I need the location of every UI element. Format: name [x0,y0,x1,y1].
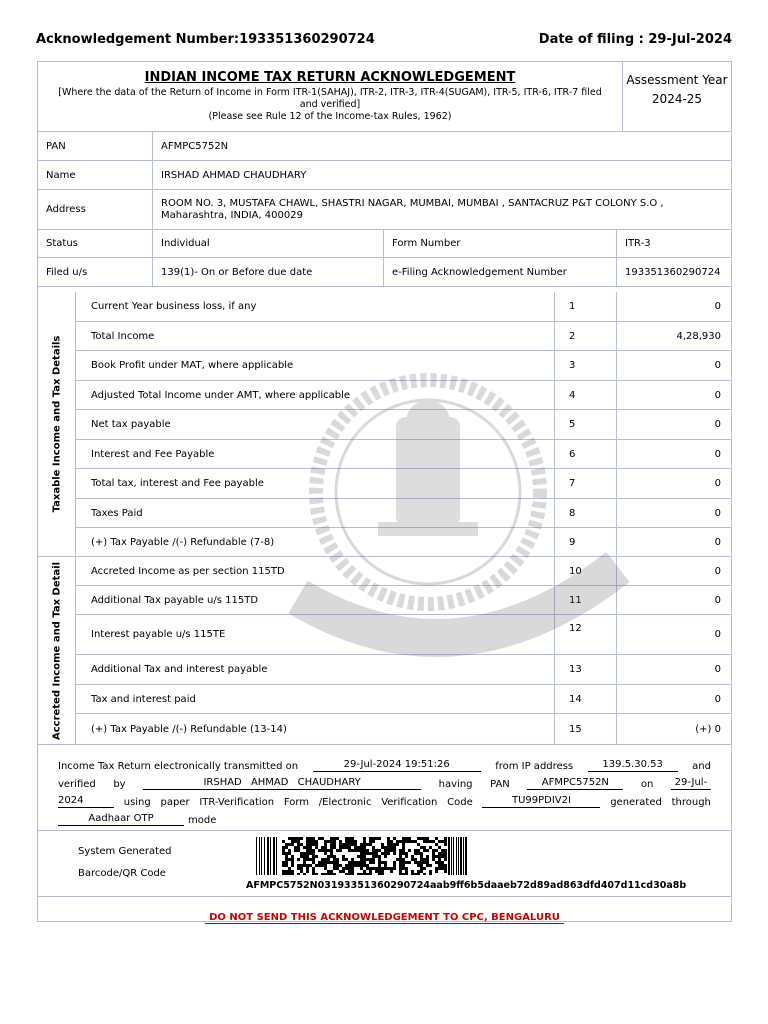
table-row [76,292,731,322]
accreted-income-section [38,557,731,745]
row-number: 5 [555,410,617,439]
filed-value: 139(1)- On or Before due date [152,258,383,286]
verification-mode: Aadhaar OTP [58,812,184,826]
row-description: Total Income [76,322,555,350]
row-value: 0 [714,507,721,519]
row-number: 13 [555,655,617,684]
row-value: 4,28,930 [676,330,721,342]
address-value: ROOM NO. 3, MUSTAFA CHAWL, SHASTRI NAGAR, MUMBAI, MUMBAI , SANTACRUZ P&T COLONY S.O , Maharashtra, INDIA, 400029 [152,190,731,229]
row-value: 0 [714,565,721,577]
barcode-image [256,837,468,875]
verification-date-part1: 29-Jul- [671,776,711,790]
status-value: Individual [152,230,383,257]
barcode-label: Barcode/QR Code [78,868,166,879]
row-description: Interest and Fee Payable [76,440,555,468]
row-value: 0 [714,693,721,705]
row-number: 9 [555,528,617,557]
row-value: 0 [714,594,721,606]
row-number: 14 [555,685,617,713]
table-row [76,410,731,440]
verification-code: TU99PDIV2I [482,794,600,808]
row-number: 1 [555,292,617,321]
table-row [76,557,731,586]
row-value: 0 [714,629,721,640]
filed-row [38,258,731,287]
row-number: 15 [555,714,617,745]
pan-value: AFMPC5752N [152,132,731,160]
row-value: 0 [714,537,721,548]
address-label: Address [46,204,86,215]
row-description: Net tax payable [76,410,555,439]
row-description: Total tax, interest and Fee payable [76,469,555,498]
row-number: 10 [555,557,617,585]
header-title-block [38,62,622,131]
row-value: 0 [714,478,721,489]
form-header [38,62,731,132]
table-row [76,322,731,351]
status-row [38,230,731,258]
ip-address: 139.5.30.53 [588,758,678,772]
table-row [76,381,731,410]
row-description: Interest payable u/s 115TE [76,615,555,654]
row-number: 4 [555,381,617,409]
warning-notice [38,897,731,921]
form-subtitle: [Where the data of the Return of Income in Form ITR-1(SAHAJ), ITR-2, ITR-3, ITR-4(SUGAM), ITR-5, ITR-6, ITR-7 filed and verified] [58,87,602,110]
table-row [76,469,731,499]
table-row [76,499,731,528]
row-number: 7 [555,469,617,498]
accreted-income-label: Accreted Income and Tax Detail [38,557,76,744]
row-description: Current Year business loss, if any [76,292,555,321]
barcode-text: AFMPC5752N03193351360290724aab9ff6b5daaeb72d89ad863dfd407d11cd30a8b [246,880,687,891]
acknowledgement-form [37,61,732,922]
table-row [76,655,731,685]
row-value: 0 [714,301,721,312]
name-label: Name [46,169,76,181]
row-value: 0 [714,360,721,371]
name-row [38,161,731,190]
row-number: 3 [555,351,617,380]
table-row [76,351,731,381]
row-value: 0 [714,419,721,430]
row-value: 0 [714,664,721,675]
row-number: 2 [555,322,617,350]
row-number: 12 [555,615,617,654]
efiling-ack-value: 193351360290724 [616,258,731,286]
row-description: (+) Tax Payable /(-) Refundable (13-14) [76,714,555,745]
assessment-year-label: Assessment Year [626,73,728,87]
table-row [76,440,731,469]
name-value: IRSHAD AHMAD CHAUDHARY [152,161,731,189]
verifier-name: IRSHAD AHMAD CHAUDHARY [143,776,421,790]
top-line [36,32,732,50]
row-description: Additional Tax payable u/s 115TD [76,586,555,614]
form-number-value: ITR-3 [616,230,731,257]
table-row [76,615,731,655]
row-description: Adjusted Total Income under AMT, where applicable [76,381,555,409]
table-row [76,685,731,714]
row-description: Book Profit under MAT, where applicable [76,351,555,380]
row-value: (+) 0 [695,724,721,735]
row-description: Accreted Income as per section 115TD [76,557,555,585]
table-row [76,714,731,745]
row-value: 0 [714,389,721,401]
form-number-label: Form Number [383,230,616,257]
table-row [76,528,731,557]
efiling-ack-label: e-Filing Acknowledgement Number [383,258,616,286]
pan-label: PAN [46,140,66,152]
row-description: Additional Tax and interest payable [76,655,555,684]
form-title: INDIAN INCOME TAX RETURN ACKNOWLEDGEMENT [144,70,516,85]
warning-text: DO NOT SEND THIS ACKNOWLEDGEMENT TO CPC, BENGALURU [205,912,564,924]
verification-date-part2: 2024 [58,794,114,808]
status-label: Status [46,238,78,249]
pan-row [38,132,731,161]
row-number: 6 [555,440,617,468]
system-generated-label: System Generated [78,846,172,857]
assessment-year-value: 2024-25 [651,92,703,106]
table-row [76,586,731,615]
assessment-year-block [622,62,731,131]
row-description: Taxes Paid [76,499,555,527]
taxable-income-section [38,292,731,557]
row-description: (+) Tax Payable /(-) Refundable (7-8) [76,528,555,557]
taxpayer-info-table [38,132,731,287]
date-of-filing: Date of filing : 29-Jul-2024 [538,32,732,47]
filed-label: Filed u/s [46,266,88,278]
verifier-pan: AFMPC5752N [527,776,623,790]
row-value: 0 [714,448,721,460]
row-description: Tax and interest paid [76,685,555,713]
verification-statement: Income Tax Return electronically transmitted on 29-Jul-2024 19:51:26 from IP address 139.5.30.53 and verified by IRSHAD AHMAD CHAUDHARY having PAN AFMPC5752N on 29-Jul- 2024 using paper ITR-Verification Form /Electronic Verification Code TU99PDIV2I generated through Aadhaar OTP mode [38,745,731,831]
address-row [38,190,731,230]
form-rule-note: (Please see Rule 12 of the Income-tax Rules, 1962) [208,111,452,122]
acknowledgement-number: Acknowledgement Number:193351360290724 [36,32,375,47]
barcode-section [38,831,731,897]
taxable-income-label: Taxable Income and Tax Details [38,292,76,556]
row-number: 11 [555,586,617,614]
row-number: 8 [555,499,617,527]
transmission-datetime: 29-Jul-2024 19:51:26 [313,758,481,772]
